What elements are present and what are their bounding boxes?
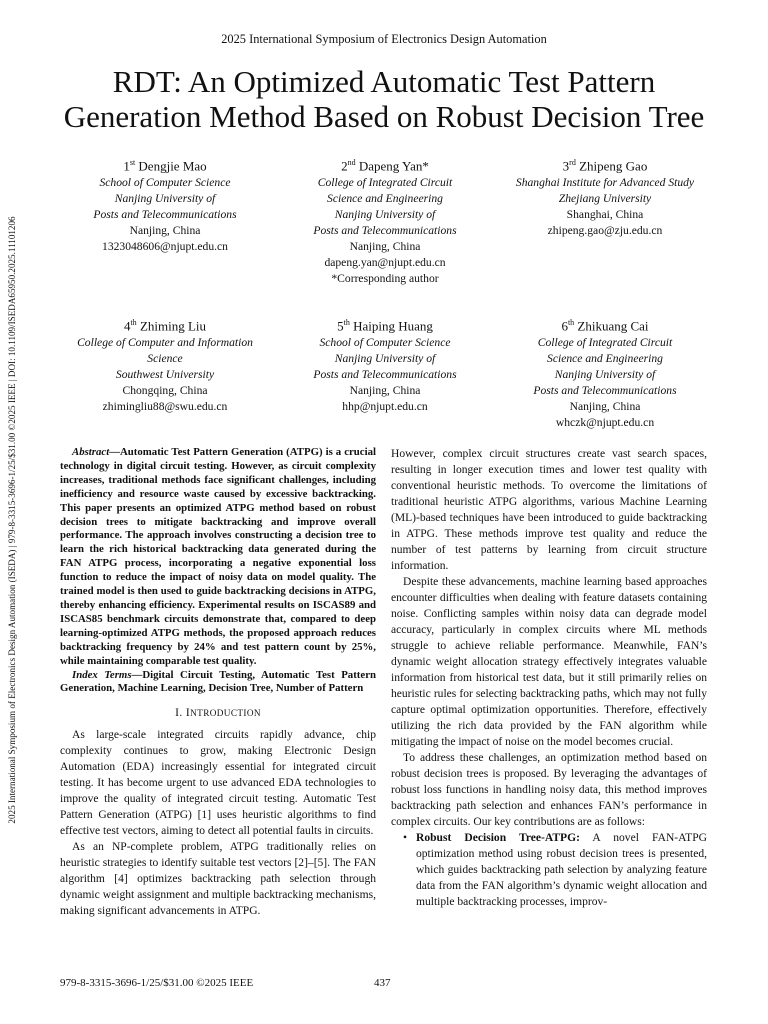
conference-header: 2025 International Symposium of Electronics Design Automation bbox=[221, 32, 547, 46]
author-name: 6th Zhikuang Cai bbox=[561, 318, 649, 334]
intro-paragraph-2: As an NP-complete problem, ATPG traditionally relies on heuristic strategies to identify suitable test vectors [2]–[5]. The FAN algorithm [4] optimizes backtracking path selection through dynamic weight assignment and multiple backtracking mechanisms, making significant advancements in ATPG. bbox=[60, 841, 376, 918]
doi-sidebar bbox=[0, 160, 24, 880]
author-name: 5th Haiping Huang bbox=[337, 318, 433, 334]
author-email[interactable]: 1323048606@njupt.edu.cn bbox=[102, 240, 228, 254]
author-4 bbox=[55, 314, 275, 431]
author-5 bbox=[275, 314, 495, 431]
author-affiliation: Posts and Telecommunications bbox=[533, 384, 677, 398]
left-column bbox=[60, 446, 376, 919]
author-email[interactable]: zhipeng.gao@zju.edu.cn bbox=[547, 224, 663, 238]
author-affiliation: Science and Engineering bbox=[327, 192, 443, 206]
abstract bbox=[60, 446, 376, 669]
abstract-label: Abstract bbox=[72, 446, 110, 458]
title-line-2: Generation Method Based on Robust Decision Tree bbox=[63, 99, 705, 134]
author-affiliation: Posts and Telecommunications bbox=[313, 368, 457, 382]
author-affiliation: Shanghai Institute for Advanced Study bbox=[515, 176, 695, 190]
title-line-1: RDT: An Optimized Automatic Test Pattern bbox=[112, 64, 656, 99]
paper-title bbox=[30, 64, 738, 134]
author-3 bbox=[495, 154, 715, 287]
bullet-label: Robust Decision Tree-ATPG: bbox=[416, 832, 580, 844]
body-paragraph-1: However, complex circuit structures create vast search spaces, resulting in longer execution times and lower test quality with conventional heuristic methods. To overcome the limitations of traditional heuristic ATPG algorithms, various Machine Learning (ML)-based techniques have been introduced to guide backtracking in ATPG. These methods improve test quality and reduce the number of test patterns by learning from circuit structure information. bbox=[391, 448, 707, 572]
index-terms bbox=[60, 669, 376, 697]
author-email[interactable]: hhp@njupt.edu.cn bbox=[342, 400, 428, 414]
corresponding-author-note: *Corresponding author bbox=[331, 272, 439, 286]
right-column bbox=[391, 446, 707, 910]
index-terms-label: Index Terms bbox=[72, 668, 132, 681]
author-affiliation: Posts and Telecommunications bbox=[93, 208, 237, 222]
author-affiliation: School of Computer Science bbox=[99, 176, 231, 190]
author-affiliation: Nanjing University of bbox=[334, 208, 436, 222]
author-affiliation: Nanjing University of bbox=[334, 352, 436, 366]
author-affiliation: Nanjing University of bbox=[114, 192, 216, 206]
author-location: Nanjing, China bbox=[129, 224, 201, 238]
page-number: 437 bbox=[374, 977, 391, 989]
author-1 bbox=[55, 154, 275, 287]
author-location: Nanjing, China bbox=[569, 400, 641, 414]
author-name: 3rd Zhipeng Gao bbox=[562, 158, 648, 174]
author-name: 1st Dengjie Mao bbox=[123, 158, 207, 174]
contribution-bullet bbox=[391, 830, 707, 910]
bullet-text: A novel FAN-ATPG optimization method using robust decision trees is presented, which guides backtracking path selection by analyzing feature data from the FAN algorithm’s dynamic weight allocation and multiple backtracking processes, improv- bbox=[416, 832, 707, 908]
author-affiliation: College of Computer and Information bbox=[77, 336, 253, 350]
intro-paragraph-1: As large-scale integrated circuits rapidly advance, chip complexity continues to grow, making Electronic Design Automation (EDA) increasingly essential for integrated circuit testing. It has become urgent to use advanced EDA technologies to improve the quality of integrated circuit testing. Automatic Test Pattern Generation (ATPG) [1] uses heuristic algorithms to find effective test vectors, aiming to detect all potential faults in circuits. bbox=[60, 729, 376, 838]
author-affiliation: Science bbox=[147, 352, 183, 366]
abstract-text: —Automatic Test Pattern Generation (ATPG) is a crucial technology in digital circuit testing. However, as circuit complexity increases, traditional methods face significant challenges, including inefficiency and resource waste caused by excessive backtracking. This paper presents an optimized ATPG method based on robust decision trees to mitigate backtracking and improve overall performance. The approach involves constructing a decision tree to learn the rich historical backtracking data generated during the FAN ATPG process, incorporating a negative exponential loss function to reduce the impact of noisy data on model quality. The trained model is then used to guide backtracking decisions in ATPG, thereby enhancing efficiency. Experimental results on ISCAS89 and ISCAS85 benchmark circuits demonstrate that, compared to deep learning-optimized ATPG methods, the proposed approach reduces backtracking frequency by 24% and test pattern count by 25%, while maintaining comparable test quality. bbox=[60, 446, 376, 667]
author-location: Chongqing, China bbox=[122, 384, 208, 398]
author-location: Shanghai, China bbox=[566, 208, 644, 222]
author-email[interactable]: dapeng.yan@njupt.edu.cn bbox=[324, 256, 446, 270]
author-affiliation: School of Computer Science bbox=[319, 336, 451, 350]
section-heading: I. INTRODUCTION bbox=[175, 707, 261, 720]
author-email[interactable]: zhimingliu88@swu.edu.cn bbox=[102, 400, 228, 414]
body-paragraph-3: To address these challenges, an optimization method based on robust decision trees is proposed. By leveraging the advantages of robust loss functions in handling noisy data, this method improves backtracking path selection and enhances FAN’s performance in complex circuits. Our key contributions are as follows: bbox=[391, 752, 707, 828]
author-affiliation: College of Integrated Circuit bbox=[317, 176, 453, 190]
author-location: Nanjing, China bbox=[349, 240, 421, 254]
author-affiliation: Science and Engineering bbox=[547, 352, 663, 366]
author-row-1 bbox=[55, 154, 715, 287]
bullet-icon: • bbox=[403, 832, 408, 844]
author-location: Nanjing, China bbox=[349, 384, 421, 398]
author-affiliation: Posts and Telecommunications bbox=[313, 224, 457, 238]
author-affiliation: Zhejiang University bbox=[558, 192, 652, 206]
author-affiliation: Southwest University bbox=[115, 368, 215, 382]
author-affiliation: Nanjing University of bbox=[554, 368, 656, 382]
body-paragraph-2: Despite these advancements, machine learning based approaches encounter difficulties when dealing with feature datasets containing noise. Conflicting samples within noisy data can degrade model accuracy, particularly in complex circuits where ML methods struggle to achieve reliable performance. Meanwhile, FAN’s dynamic weight allocation strategy effectively integrates valuable information from historical test data, but it still primarily relies on heuristic rules for selecting backtracking paths, which may not fully capture optimal optimization opportunities. Therefore, effectively utilizing the rich data provided by the FAN algorithm while mitigating the impact of noise on the model becomes crucial. bbox=[391, 576, 707, 748]
author-6 bbox=[495, 314, 715, 431]
author-affiliation: College of Integrated Circuit bbox=[537, 336, 673, 350]
footer-copyright: 979-8-3315-3696-1/25/$31.00 ©2025 IEEE bbox=[60, 977, 254, 989]
author-name: 4th Zhiming Liu bbox=[123, 318, 207, 334]
author-row-2 bbox=[55, 314, 715, 431]
author-email[interactable]: whczk@njupt.edu.cn bbox=[555, 416, 655, 430]
doi-sidebar-text: 2025 International Symposium of Electronics Design Automation (ISEDA) | 979-8-3315-3696-1/25/$31.00 ©2025 IEEE | DOI: 10.1109/ISEDA65950.2025.11101206 bbox=[7, 216, 17, 824]
index-terms-text: —Digital Circuit Testing, Automatic Test Pattern Generation, Machine Learning, Decision Tree, Number of Pattern bbox=[60, 668, 376, 695]
author-2 bbox=[275, 154, 495, 287]
author-name: 2nd Dapeng Yan* bbox=[341, 158, 429, 174]
